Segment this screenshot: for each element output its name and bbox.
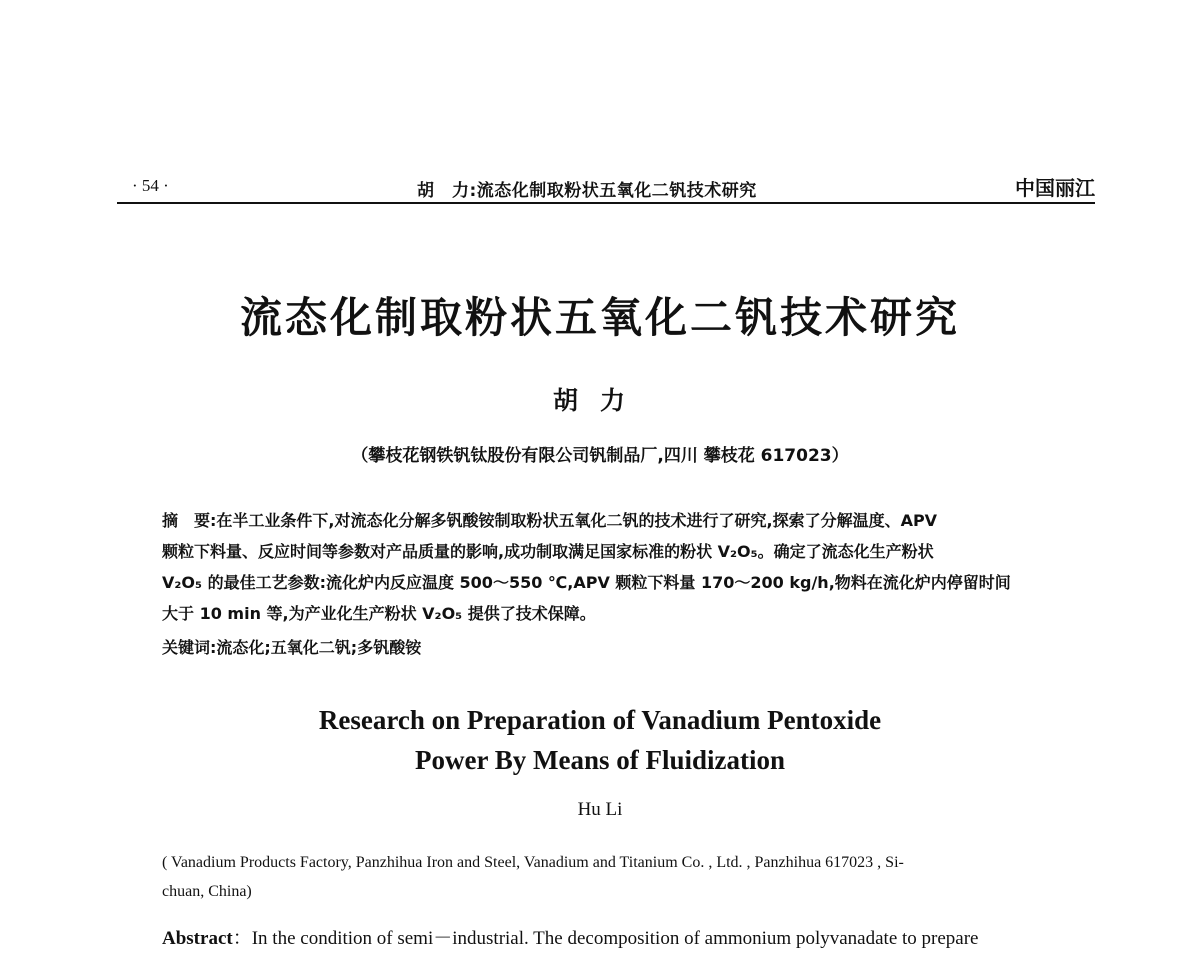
english-affiliation-line-2: chuan, China) bbox=[162, 883, 252, 900]
chinese-keywords-label: 关键词: bbox=[162, 638, 217, 657]
chinese-abstract-label: 摘 要: bbox=[162, 511, 217, 530]
chinese-abstract bbox=[162, 505, 1062, 629]
english-author: Hu Li bbox=[577, 799, 623, 820]
chinese-title: 流态化制取粉状五氧化二钒技术研究 bbox=[239, 293, 960, 342]
english-title-line-1: Research on Preparation of Vanadium Pentoxide bbox=[318, 705, 882, 735]
english-abstract-colon: ： bbox=[232, 928, 252, 949]
chinese-keywords bbox=[162, 635, 1062, 661]
running-header bbox=[117, 170, 1095, 204]
english-affiliation bbox=[162, 848, 1062, 906]
english-title bbox=[0, 700, 1200, 780]
chinese-abstract-line-1: 摘 要:在半工业条件下,对流态化分解多钒酸铵制取粉状五氧化二钒的技术进行了研究,探索了分解温度、APV bbox=[162, 511, 938, 530]
journal-name: 中国丽江 bbox=[1015, 176, 1095, 200]
chinese-abstract-line-3: V₂O₅ 的最佳工艺参数:流化炉内反应温度 500～550 ℃,APV 颗粒下料量 170～200 kg/h,物料在流化炉内停留时间 bbox=[162, 573, 1011, 592]
english-abstract-label: Abstract bbox=[162, 928, 233, 949]
chinese-abstract-line-4: 大于 10 min 等,为产业化生产粉状 V₂O₅ 提供了技术保障。 bbox=[162, 604, 596, 623]
english-abstract-text: In the condition of semi－industrial. The decomposition of ammonium polyvanadate to prepare bbox=[251, 928, 979, 949]
chinese-abstract-line-2: 颗粒下料量、反应时间等参数对产品质量的影响,成功制取满足国家标准的粉状 V₂O₅。确定了流态化生产粉状 bbox=[162, 542, 934, 561]
running-title: 胡 力:流态化制取粉状五氧化二钒技术研究 bbox=[417, 181, 757, 201]
english-abstract bbox=[162, 924, 1062, 954]
english-title-line-2: Power By Means of Fluidization bbox=[415, 745, 785, 775]
english-affiliation-line-1: ( Vanadium Products Factory, Panzhihua Iron and Steel, Vanadium and Titanium Co. , Ltd. , Panzhihua 617023 , Si- bbox=[162, 854, 904, 871]
chinese-affiliation: （攀枝花钢铁钒钛股份有限公司钒制品厂,四川 攀枝花 617023） bbox=[351, 446, 849, 466]
page-number: · 54 · bbox=[132, 176, 169, 195]
chinese-author: 胡力 bbox=[552, 386, 647, 415]
chinese-keywords-text: 流态化;五氧化二钒;多钒酸铵 bbox=[216, 638, 422, 657]
